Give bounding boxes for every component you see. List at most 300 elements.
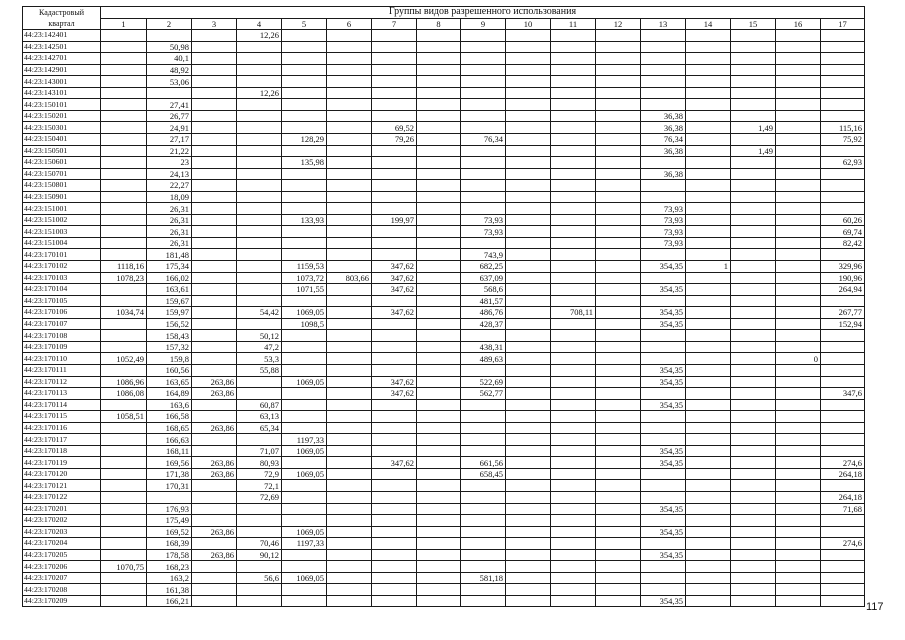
- group-7-value-cell: [372, 226, 417, 238]
- group-7-value-cell: [372, 64, 417, 76]
- group-13-value-cell: [641, 76, 686, 88]
- table-row: [23, 388, 865, 400]
- group-6-value-cell: [327, 157, 372, 169]
- group-9-value-cell: 743,9: [461, 249, 506, 261]
- cadastral-quarter-cell: 44:23:170104: [23, 284, 101, 296]
- group-14-value-cell: [686, 272, 731, 284]
- group-9-value-cell: [461, 503, 506, 515]
- table-row: [23, 595, 865, 607]
- group-16-value-cell: [776, 284, 821, 296]
- group-17-value-cell: [821, 180, 865, 192]
- group-4-value-cell: 60,87: [237, 399, 282, 411]
- group-13-value-cell: 354,35: [641, 261, 686, 273]
- group-5-value-cell: [282, 411, 327, 423]
- group-8-value-cell: [417, 284, 461, 296]
- group-14-value-cell: [686, 399, 731, 411]
- group-10-value-cell: [506, 134, 551, 146]
- group-8-value-cell: [417, 364, 461, 376]
- cadastral-quarter-cell: 44:23:170122: [23, 491, 101, 503]
- group-10-value-cell: [506, 503, 551, 515]
- group-11-value-cell: [551, 145, 596, 157]
- group-8-value-cell: [417, 399, 461, 411]
- group-11-value-cell: [551, 572, 596, 584]
- group-7-value-cell: [372, 330, 417, 342]
- group-12-value-cell: [596, 191, 641, 203]
- table-row: [23, 572, 865, 584]
- group-10-value-cell: [506, 491, 551, 503]
- group-7-value-cell: 199,97: [372, 214, 417, 226]
- group-9-value-cell: [461, 87, 506, 99]
- group-2-value-cell: 169,56: [147, 457, 192, 469]
- group-15-value-cell: [731, 445, 776, 457]
- cadastral-quarter-cell: 44:23:170101: [23, 249, 101, 261]
- group-8-value-cell: [417, 584, 461, 596]
- header-row-groups: [23, 7, 865, 19]
- group-16-value-cell: [776, 145, 821, 157]
- group-16-value-cell: [776, 491, 821, 503]
- group-4-value-cell: [237, 272, 282, 284]
- group-3-value-cell: 263,86: [192, 549, 237, 561]
- group-10-value-cell: [506, 203, 551, 215]
- group-4-value-cell: [237, 376, 282, 388]
- group-3-value-cell: [192, 145, 237, 157]
- group-11-value-cell: [551, 341, 596, 353]
- group-2-value-cell: 26,31: [147, 226, 192, 238]
- group-7-value-cell: [372, 445, 417, 457]
- group-3-value-cell: [192, 110, 237, 122]
- group-6-value-cell: [327, 53, 372, 65]
- group-1-value-cell: [101, 549, 147, 561]
- table-row: [23, 538, 865, 550]
- group-13-value-cell: [641, 295, 686, 307]
- group-14-value-cell: [686, 388, 731, 400]
- cadastral-quarter-cell: 44:23:170115: [23, 411, 101, 423]
- cadastral-quarter-cell: 44:23:150601: [23, 157, 101, 169]
- group-7-value-cell: [372, 526, 417, 538]
- group-15-value-cell: [731, 214, 776, 226]
- group-4-value-cell: [237, 168, 282, 180]
- group-6-value-cell: [327, 549, 372, 561]
- group-1-value-cell: [101, 503, 147, 515]
- group-12-value-cell: [596, 249, 641, 261]
- group-8-value-cell: [417, 134, 461, 146]
- group-11-value-cell: [551, 249, 596, 261]
- group-9-value-cell: [461, 168, 506, 180]
- group-9-value-cell: 481,57: [461, 295, 506, 307]
- group-17-value-cell: 264,18: [821, 491, 865, 503]
- group-11-value-cell: [551, 191, 596, 203]
- group-1-value-cell: [101, 538, 147, 550]
- cadastral-quarter-cell: 44:23:142401: [23, 30, 101, 42]
- group-14-value-cell: [686, 168, 731, 180]
- group-10-value-cell: [506, 64, 551, 76]
- group-10-value-cell: [506, 295, 551, 307]
- group-13-value-cell: [641, 584, 686, 596]
- group-4-value-cell: [237, 249, 282, 261]
- group-7-value-cell: [372, 549, 417, 561]
- group-3-value-cell: [192, 203, 237, 215]
- group-14-value-cell: [686, 191, 731, 203]
- group-5-value-cell: [282, 110, 327, 122]
- group-17-value-cell: [821, 110, 865, 122]
- group-1-value-cell: [101, 203, 147, 215]
- group-8-value-cell: [417, 353, 461, 365]
- table-row: [23, 468, 865, 480]
- group-10-value-cell: [506, 30, 551, 42]
- group-2-value-cell: 26,31: [147, 203, 192, 215]
- group-3-value-cell: [192, 364, 237, 376]
- table-row: [23, 41, 865, 53]
- group-17-value-cell: 190,96: [821, 272, 865, 284]
- group-15-value-cell: [731, 526, 776, 538]
- group-2-value-cell: 176,93: [147, 503, 192, 515]
- group-3-value-cell: [192, 30, 237, 42]
- group-15-value-cell: [731, 134, 776, 146]
- group-16-value-cell: 0: [776, 353, 821, 365]
- group-14-value-cell: [686, 572, 731, 584]
- group-6-value-cell: [327, 99, 372, 111]
- group-17-value-cell: [821, 168, 865, 180]
- group-7-value-cell: 347,62: [372, 388, 417, 400]
- group-2-value-cell: 159,67: [147, 295, 192, 307]
- group-13-value-cell: [641, 341, 686, 353]
- group-9-value-cell: 428,37: [461, 318, 506, 330]
- group-2-value-cell: 163,6: [147, 399, 192, 411]
- group-16-value-cell: [776, 341, 821, 353]
- group-8-value-cell: [417, 318, 461, 330]
- group-17-value-cell: 347,6: [821, 388, 865, 400]
- group-12-value-cell: [596, 480, 641, 492]
- group-16-value-cell: [776, 584, 821, 596]
- group-2-value-cell: 170,31: [147, 480, 192, 492]
- table-row: [23, 145, 865, 157]
- group-4-value-cell: [237, 503, 282, 515]
- group-17-value-cell: [821, 445, 865, 457]
- group-7-value-cell: [372, 491, 417, 503]
- group-16-value-cell: [776, 157, 821, 169]
- group-5-value-cell: [282, 99, 327, 111]
- group-1-value-cell: [101, 110, 147, 122]
- group-15-value-cell: [731, 99, 776, 111]
- group-4-value-cell: 63,13: [237, 411, 282, 423]
- group-2-value-cell: 181,48: [147, 249, 192, 261]
- group-6-value-cell: [327, 538, 372, 550]
- group-11-value-cell: [551, 364, 596, 376]
- group-10-value-cell: [506, 226, 551, 238]
- group-12-value-cell: [596, 53, 641, 65]
- group-5-value-cell: [282, 295, 327, 307]
- group-4-value-cell: 72,69: [237, 491, 282, 503]
- group-6-value-cell: [327, 411, 372, 423]
- group-17-value-cell: [821, 411, 865, 423]
- table-row: [23, 180, 865, 192]
- group-14-value-cell: [686, 226, 731, 238]
- group-16-value-cell: [776, 203, 821, 215]
- group-4-value-cell: [237, 203, 282, 215]
- group-1-value-cell: 1118,16: [101, 261, 147, 273]
- group-8-value-cell: [417, 53, 461, 65]
- group-3-value-cell: [192, 226, 237, 238]
- group-5-value-cell: [282, 145, 327, 157]
- table-row: [23, 549, 865, 561]
- table-row: [23, 237, 865, 249]
- group-17-value-cell: [821, 99, 865, 111]
- group-14-value-cell: [686, 214, 731, 226]
- group-13-value-cell: [641, 53, 686, 65]
- group-13-value-cell: [641, 422, 686, 434]
- group-9-value-cell: 522,69: [461, 376, 506, 388]
- group-7-value-cell: [372, 157, 417, 169]
- group-1-value-cell: [101, 364, 147, 376]
- group-9-value-cell: [461, 364, 506, 376]
- group-13-value-cell: [641, 157, 686, 169]
- group-3-value-cell: [192, 261, 237, 273]
- group-13-value-cell: 354,35: [641, 503, 686, 515]
- group-8-value-cell: [417, 261, 461, 273]
- group-15-value-cell: [731, 307, 776, 319]
- group-13-value-cell: [641, 388, 686, 400]
- group-8-value-cell: [417, 538, 461, 550]
- group-4-value-cell: 12,26: [237, 30, 282, 42]
- group-9-value-cell: [461, 30, 506, 42]
- group-15-value-cell: [731, 53, 776, 65]
- group-1-value-cell: [101, 237, 147, 249]
- group-9-value-cell: [461, 237, 506, 249]
- group-10-value-cell: [506, 41, 551, 53]
- group-13-value-cell: [641, 515, 686, 527]
- group-10-value-cell: [506, 191, 551, 203]
- group-8-value-cell: [417, 491, 461, 503]
- group-12-value-cell: [596, 134, 641, 146]
- group-7-value-cell: [372, 180, 417, 192]
- group-10-value-cell: [506, 572, 551, 584]
- group-15-value-cell: [731, 422, 776, 434]
- group-7-value-cell: [372, 145, 417, 157]
- table-row: [23, 318, 865, 330]
- table-row: [23, 249, 865, 261]
- column-number-8: 8: [417, 18, 461, 30]
- group-17-value-cell: [821, 480, 865, 492]
- group-10-value-cell: [506, 388, 551, 400]
- group-13-value-cell: [641, 561, 686, 573]
- group-8-value-cell: [417, 388, 461, 400]
- group-9-value-cell: [461, 526, 506, 538]
- group-3-value-cell: 263,86: [192, 376, 237, 388]
- group-1-value-cell: [101, 30, 147, 42]
- group-8-value-cell: [417, 422, 461, 434]
- group-10-value-cell: [506, 272, 551, 284]
- group-3-value-cell: [192, 214, 237, 226]
- group-10-value-cell: [506, 353, 551, 365]
- group-8-value-cell: [417, 41, 461, 53]
- group-4-value-cell: [237, 526, 282, 538]
- cadastral-quarter-cell: 44:23:170201: [23, 503, 101, 515]
- table-row: [23, 134, 865, 146]
- group-17-value-cell: [821, 53, 865, 65]
- group-1-value-cell: [101, 515, 147, 527]
- group-5-value-cell: 135,98: [282, 157, 327, 169]
- cadastral-quarter-cell: 44:23:170208: [23, 584, 101, 596]
- table-row: [23, 330, 865, 342]
- group-11-value-cell: [551, 480, 596, 492]
- group-3-value-cell: [192, 157, 237, 169]
- group-2-value-cell: 26,31: [147, 214, 192, 226]
- cadastral-quarter-cell: 44:23:150101: [23, 99, 101, 111]
- group-17-value-cell: [821, 364, 865, 376]
- table-row: [23, 203, 865, 215]
- group-13-value-cell: [641, 64, 686, 76]
- group-3-value-cell: [192, 295, 237, 307]
- group-9-value-cell: [461, 491, 506, 503]
- table-row: [23, 87, 865, 99]
- cadastral-quarter-cell: 44:23:150401: [23, 134, 101, 146]
- group-6-value-cell: [327, 595, 372, 607]
- group-7-value-cell: [372, 595, 417, 607]
- column-number-1: 1: [101, 18, 147, 30]
- cadastral-quarter-cell: 44:23:170102: [23, 261, 101, 273]
- group-12-value-cell: [596, 110, 641, 122]
- group-1-value-cell: [101, 584, 147, 596]
- group-3-value-cell: [192, 561, 237, 573]
- group-4-value-cell: [237, 515, 282, 527]
- table-row: [23, 272, 865, 284]
- group-7-value-cell: [372, 87, 417, 99]
- cadastral-quarter-cell: 44:23:170109: [23, 341, 101, 353]
- group-16-value-cell: [776, 376, 821, 388]
- group-12-value-cell: [596, 157, 641, 169]
- group-3-value-cell: [192, 41, 237, 53]
- group-10-value-cell: [506, 561, 551, 573]
- group-1-value-cell: [101, 457, 147, 469]
- group-15-value-cell: [731, 41, 776, 53]
- group-11-value-cell: [551, 261, 596, 273]
- group-10-value-cell: [506, 364, 551, 376]
- group-7-value-cell: [372, 561, 417, 573]
- table-row: [23, 30, 865, 42]
- group-15-value-cell: [731, 549, 776, 561]
- group-17-value-cell: [821, 376, 865, 388]
- group-5-value-cell: 1197,33: [282, 538, 327, 550]
- group-16-value-cell: [776, 64, 821, 76]
- group-5-value-cell: [282, 491, 327, 503]
- group-17-value-cell: [821, 41, 865, 53]
- group-1-value-cell: [101, 134, 147, 146]
- group-10-value-cell: [506, 595, 551, 607]
- group-14-value-cell: [686, 538, 731, 550]
- group-6-value-cell: [327, 226, 372, 238]
- group-5-value-cell: [282, 422, 327, 434]
- group-1-value-cell: 1070,75: [101, 561, 147, 573]
- cadastral-quarter-cell: 44:23:170121: [23, 480, 101, 492]
- group-10-value-cell: [506, 538, 551, 550]
- group-9-value-cell: 486,76: [461, 307, 506, 319]
- group-12-value-cell: [596, 64, 641, 76]
- group-6-value-cell: [327, 364, 372, 376]
- group-14-value-cell: [686, 526, 731, 538]
- table-row: [23, 399, 865, 411]
- group-4-value-cell: [237, 388, 282, 400]
- group-13-value-cell: [641, 411, 686, 423]
- group-11-value-cell: [551, 561, 596, 573]
- group-2-value-cell: 50,98: [147, 41, 192, 53]
- group-12-value-cell: [596, 572, 641, 584]
- column-number-5: 5: [282, 18, 327, 30]
- group-2-value-cell: 159,97: [147, 307, 192, 319]
- group-11-value-cell: [551, 595, 596, 607]
- group-15-value-cell: [731, 515, 776, 527]
- group-14-value-cell: [686, 122, 731, 134]
- group-15-value-cell: [731, 191, 776, 203]
- group-12-value-cell: [596, 226, 641, 238]
- group-1-value-cell: 1078,23: [101, 272, 147, 284]
- group-2-value-cell: 48,92: [147, 64, 192, 76]
- group-12-value-cell: [596, 468, 641, 480]
- group-8-value-cell: [417, 330, 461, 342]
- group-6-value-cell: [327, 307, 372, 319]
- group-12-value-cell: [596, 318, 641, 330]
- group-9-value-cell: 637,09: [461, 272, 506, 284]
- group-5-value-cell: [282, 168, 327, 180]
- group-2-value-cell: 160,56: [147, 364, 192, 376]
- group-6-value-cell: [327, 445, 372, 457]
- group-17-value-cell: [821, 330, 865, 342]
- group-12-value-cell: [596, 295, 641, 307]
- group-2-value-cell: [147, 30, 192, 42]
- group-5-value-cell: [282, 203, 327, 215]
- group-3-value-cell: [192, 318, 237, 330]
- group-5-value-cell: [282, 30, 327, 42]
- group-16-value-cell: [776, 249, 821, 261]
- group-16-value-cell: [776, 411, 821, 423]
- cadastral-quarter-cell: 44:23:142901: [23, 64, 101, 76]
- group-16-value-cell: [776, 549, 821, 561]
- group-12-value-cell: [596, 41, 641, 53]
- group-17-value-cell: 267,77: [821, 307, 865, 319]
- cadastral-quarter-cell: 44:23:170209: [23, 595, 101, 607]
- group-5-value-cell: [282, 549, 327, 561]
- table-row: [23, 261, 865, 273]
- group-16-value-cell: [776, 214, 821, 226]
- group-11-value-cell: [551, 445, 596, 457]
- group-13-value-cell: 354,35: [641, 318, 686, 330]
- group-4-value-cell: [237, 122, 282, 134]
- group-7-value-cell: [372, 341, 417, 353]
- cadastral-quarter-cell: 44:23:170106: [23, 307, 101, 319]
- group-16-value-cell: [776, 226, 821, 238]
- group-1-value-cell: 1086,08: [101, 388, 147, 400]
- group-6-value-cell: [327, 480, 372, 492]
- group-4-value-cell: 56,6: [237, 572, 282, 584]
- group-13-value-cell: [641, 272, 686, 284]
- group-12-value-cell: [596, 122, 641, 134]
- group-6-value-cell: [327, 122, 372, 134]
- group-6-value-cell: [327, 572, 372, 584]
- table-row: [23, 191, 865, 203]
- group-11-value-cell: [551, 99, 596, 111]
- group-12-value-cell: [596, 411, 641, 423]
- group-11-value-cell: [551, 538, 596, 550]
- cadastral-quarter-cell: 44:23:170204: [23, 538, 101, 550]
- group-8-value-cell: [417, 468, 461, 480]
- group-3-value-cell: [192, 491, 237, 503]
- group-13-value-cell: [641, 249, 686, 261]
- group-17-value-cell: 69,74: [821, 226, 865, 238]
- group-15-value-cell: [731, 284, 776, 296]
- group-4-value-cell: 12,26: [237, 87, 282, 99]
- group-11-value-cell: [551, 157, 596, 169]
- group-4-value-cell: [237, 64, 282, 76]
- group-4-value-cell: [237, 99, 282, 111]
